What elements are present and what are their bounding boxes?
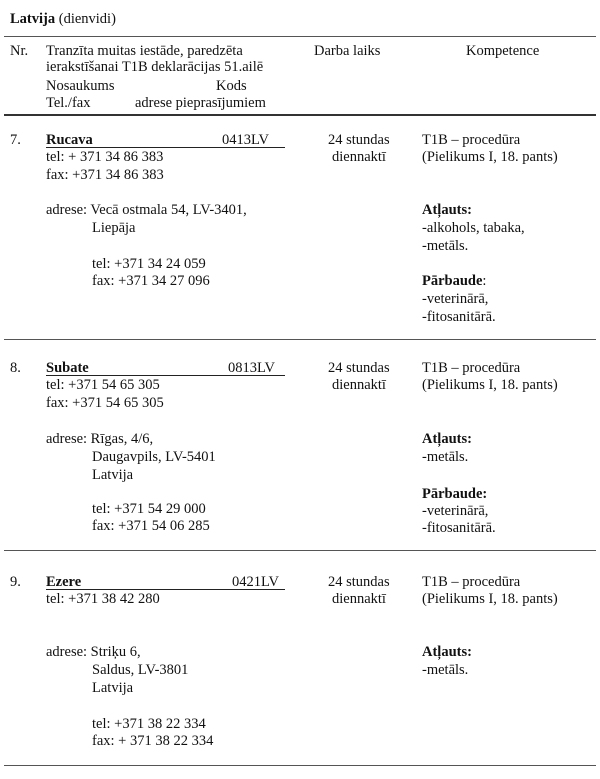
- header-code-label: Kods: [216, 78, 247, 94]
- allowed-label-text: Atļauts:: [422, 431, 472, 447]
- address-fax: fax: +371 54 06 285: [92, 518, 210, 534]
- address-tel: tel: +371 34 24 059: [92, 256, 206, 272]
- header-tel-label: Tel./fax: [46, 95, 91, 111]
- header-top-rule: [4, 36, 596, 37]
- allowed-item: -metāls.: [422, 449, 469, 465]
- hours-line2: diennaktī: [332, 591, 386, 607]
- check-label: [422, 272, 486, 291]
- allowed-item: -alkohols, tabaka,: [422, 220, 525, 236]
- procedure-line1: T1B – procedūra: [422, 360, 521, 376]
- office-fax: fax: +371 34 86 383: [46, 167, 164, 183]
- check-label-text: Pārbaude:: [422, 486, 488, 502]
- office-address-line2: Liepāja: [92, 220, 136, 236]
- allowed-item: -metāls.: [422, 662, 469, 678]
- procedure-line2: (Pielikums I, 18. pants): [422, 591, 558, 607]
- entry-nr: 8.: [10, 360, 21, 376]
- header-office-line1: Tranzīta muitas iestāde, paredzēta: [46, 43, 243, 59]
- office-address-line1: adrese: Vecā ostmala 54, LV-3401,: [46, 202, 247, 218]
- allowed-label-text: Atļauts:: [422, 202, 472, 218]
- allowed-label: [422, 201, 472, 220]
- check-item: -veterinārā,: [422, 291, 489, 307]
- entry-nr: 7.: [10, 132, 21, 148]
- office-tel: tel: +371 38 42 280: [46, 591, 160, 607]
- office-address-line1: adrese: Striķu 6,: [46, 644, 141, 660]
- office-code: 0813LV: [228, 360, 275, 376]
- document-title: [10, 10, 116, 29]
- office-address-line3: Latvija: [92, 680, 134, 696]
- header-office-line2: ierakstīšanai T1B deklarācijas 51.ailē: [46, 59, 264, 75]
- office-tel: tel: + 371 34 86 383: [46, 149, 164, 165]
- header-name-label: Nosaukums: [46, 78, 115, 94]
- address-fax: fax: +371 34 27 096: [92, 273, 210, 289]
- region-name: (dienvidi): [58, 11, 116, 27]
- address-tel: tel: +371 38 22 334: [92, 716, 206, 732]
- office-fax: fax: +371 54 65 305: [46, 395, 164, 411]
- check-label-colon: :: [482, 273, 487, 289]
- office-address-line2: Saldus, LV-3801: [92, 662, 189, 678]
- hours-line1: 24 stundas: [328, 574, 390, 590]
- office-name-text: Ezere: [46, 574, 82, 590]
- check-item: -fitosanitārā.: [422, 520, 496, 536]
- office-address-line2: Daugavpils, LV-5401: [92, 449, 216, 465]
- procedure-line1: T1B – procedūra: [422, 132, 521, 148]
- procedure-line1: T1B – procedūra: [422, 574, 521, 590]
- header-hours: Darba laiks: [314, 43, 381, 59]
- office-address-line3: Latvija: [92, 467, 134, 483]
- office-code: 0413LV: [222, 132, 269, 148]
- check-label-text: Pārbaude: [422, 273, 483, 289]
- office-name-text: Rucava: [46, 132, 93, 148]
- entry-separator: [4, 550, 596, 551]
- office-address-line1: adrese: Rīgas, 4/6,: [46, 431, 154, 447]
- hours-line2: diennaktī: [332, 377, 386, 393]
- hours-line1: 24 stundas: [328, 360, 390, 376]
- country-name: Latvija: [10, 11, 56, 27]
- allowed-label-text: Atļauts:: [422, 644, 472, 660]
- header-bottom-rule: [4, 114, 596, 116]
- office-tel: tel: +371 54 65 305: [46, 377, 160, 393]
- entry-nr: 9.: [10, 574, 21, 590]
- hours-line2: diennaktī: [332, 149, 386, 165]
- procedure-line2: (Pielikums I, 18. pants): [422, 149, 558, 165]
- header-nr: Nr.: [10, 43, 29, 59]
- procedure-line2: (Pielikums I, 18. pants): [422, 377, 558, 393]
- office-code: 0421LV: [232, 574, 279, 590]
- entry-separator: [4, 765, 596, 766]
- header-addr-label: adrese pieprasījumiem: [135, 95, 266, 111]
- check-item: -fitosanitārā.: [422, 309, 496, 325]
- allowed-label: [422, 643, 472, 662]
- address-fax: fax: + 371 38 22 334: [92, 733, 214, 749]
- address-tel: tel: +371 54 29 000: [92, 501, 206, 517]
- allowed-item: -metāls.: [422, 238, 469, 254]
- allowed-label: [422, 430, 472, 449]
- check-item: -veterinārā,: [422, 503, 489, 519]
- header-competence: Kompetence: [466, 43, 540, 59]
- entry-separator: [4, 339, 596, 340]
- hours-line1: 24 stundas: [328, 132, 390, 148]
- office-name-text: Subate: [46, 360, 89, 376]
